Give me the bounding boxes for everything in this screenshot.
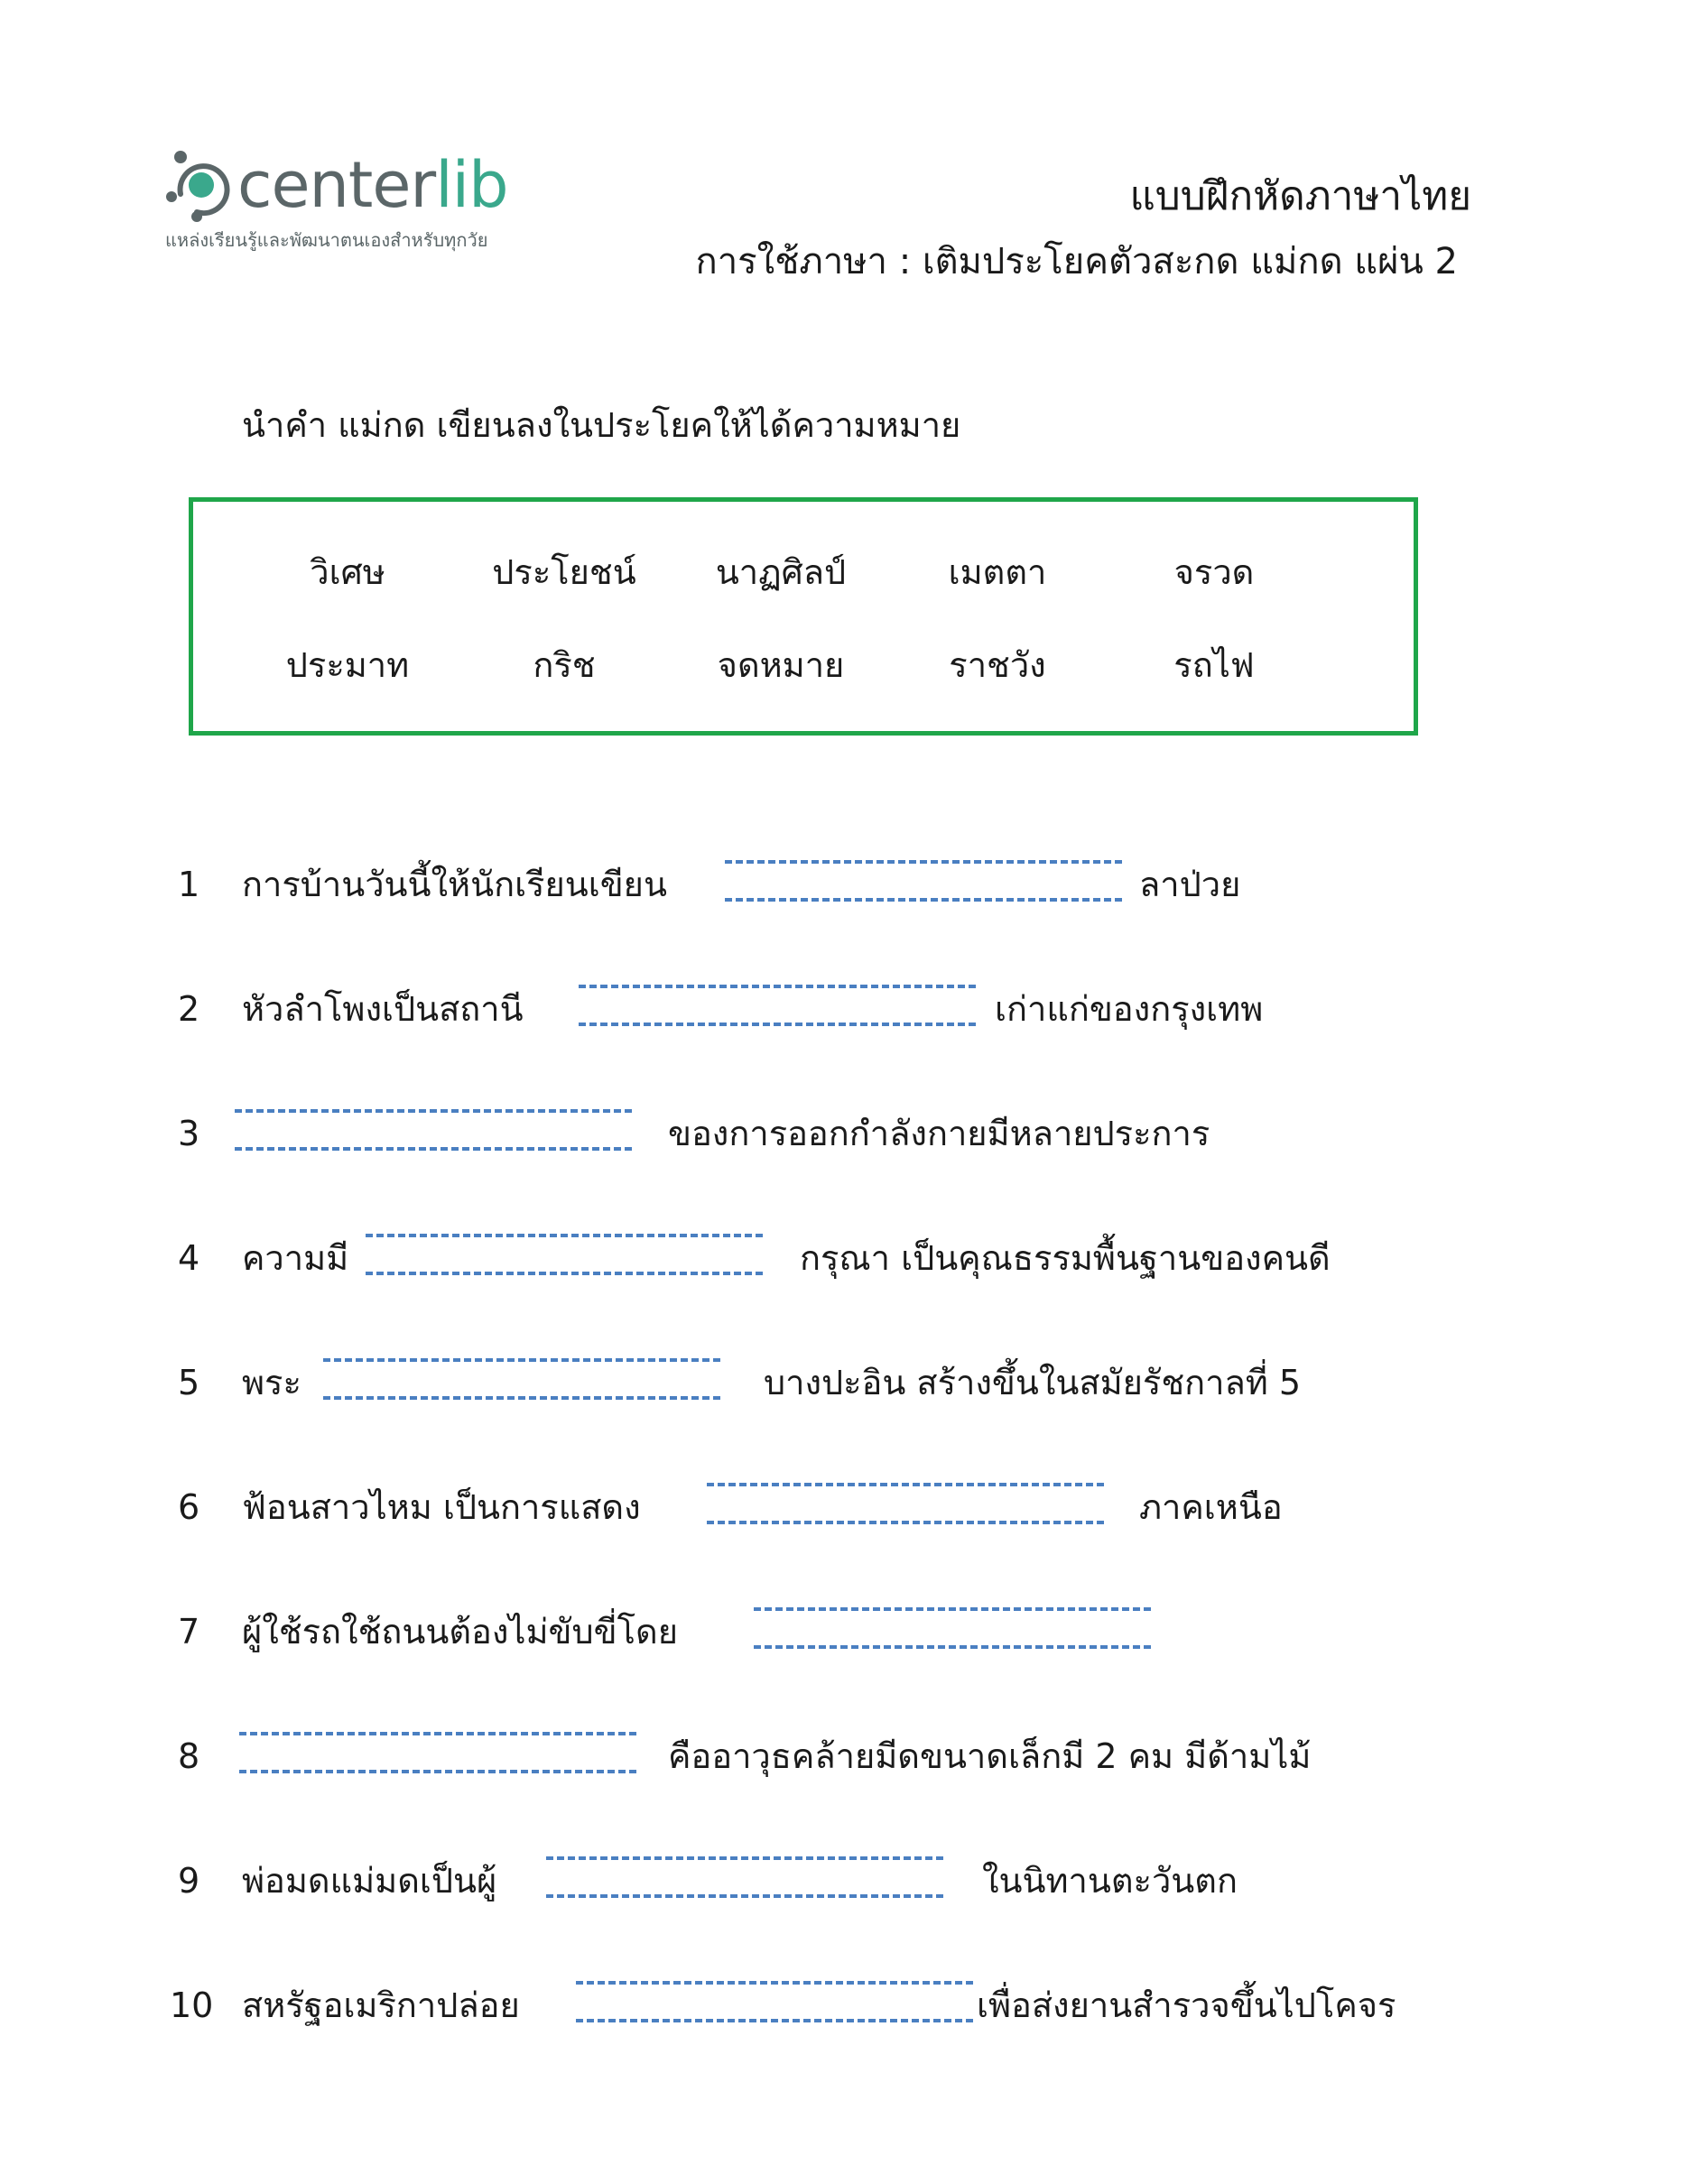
word-bank-box: [189, 497, 1418, 736]
logo-molecule-icon: [161, 144, 242, 226]
question-text-after: ลาป่วย: [1139, 865, 1241, 904]
word-bank-word: วิเศษ: [310, 552, 385, 592]
word-bank-word: จรวด: [1173, 552, 1255, 592]
word-bank-word: ราชวัง: [949, 645, 1046, 685]
question-text-after: ภาคเหนือ: [1139, 1487, 1283, 1527]
answer-blank[interactable]: [546, 1856, 943, 1898]
answer-blank[interactable]: [725, 860, 1122, 902]
question-number: 5: [178, 1363, 200, 1402]
question-text-before: ฟ้อนสาวไหม เป็นการแสดง: [242, 1487, 641, 1527]
answer-blank[interactable]: [235, 1109, 632, 1151]
question-text-after: ในนิทานตะวันตก: [982, 1861, 1238, 1901]
logo-wordmark: [237, 144, 508, 226]
question-text-before: หัวลำโพงเป็นสถานี: [242, 989, 524, 1029]
question-text-after: คืออาวุธคล้ายมีดขนาดเล็กมี 2 คม มีด้ามไม้: [668, 1736, 1312, 1776]
instruction-text: นำคำ แม่กด เขียนลงในประโยคให้ได้ความหมาย: [242, 405, 961, 445]
logo-tagline: แหล่งเรียนรู้และพัฒนาตนเองสำหรับทุกวัย: [165, 229, 488, 251]
question-text-after: ของการออกกำลังกายมีหลายประการ: [668, 1114, 1210, 1153]
question-text-after: บางปะอิน สร้างขึ้นในสมัยรัชกาลที่ 5: [764, 1363, 1302, 1402]
word-bank-word: ประโยชน์: [492, 552, 636, 592]
question-number: 3: [178, 1114, 200, 1153]
worksheet-title: แบบฝึกหัดภาษาไทย: [1129, 173, 1471, 219]
question-text-before: สหรัฐอเมริกาปล่อย: [242, 1985, 520, 2025]
answer-blank[interactable]: [366, 1234, 763, 1275]
word-bank-word: เมตตา: [948, 552, 1047, 592]
centerlib-logo: [161, 144, 540, 262]
word-bank-word: จดหมาย: [717, 645, 845, 685]
question-text-before: พระ: [242, 1363, 301, 1402]
question-text-before: ผู้ใช้รถใช้ถนนต้องไม่ขับขี่โดย: [242, 1612, 678, 1652]
word-bank-word: ประมาท: [285, 645, 410, 685]
question-text-after: กรุณา เป็นคุณธรรมพื้นฐานของคนดี: [800, 1238, 1331, 1278]
answer-blank[interactable]: [576, 1981, 973, 2022]
question-number: 8: [178, 1736, 200, 1776]
question-text-before: การบ้านวันนี้ให้นักเรียนเขียน: [242, 865, 667, 904]
question-text-after: เพื่อส่งยานสำรวจขึ้นไปโคจร: [977, 1985, 1396, 2025]
question-number: 1: [178, 865, 200, 904]
question-number: 6: [178, 1487, 200, 1527]
word-bank-word: กริช: [533, 645, 596, 685]
question-number: 7: [178, 1612, 200, 1652]
answer-blank[interactable]: [754, 1607, 1151, 1649]
answer-blank[interactable]: [239, 1732, 636, 1773]
answer-blank[interactable]: [707, 1483, 1104, 1524]
question-text-before: พ่อมดแม่มดเป็นผู้: [242, 1861, 497, 1901]
question-number: 10: [170, 1985, 214, 2025]
logo-word-center: center: [237, 148, 436, 222]
question-text-after: เก่าแก่ของกรุงเทพ: [995, 989, 1264, 1029]
answer-blank[interactable]: [323, 1358, 720, 1400]
word-bank-word: รถไฟ: [1173, 645, 1255, 685]
logo-word-lib: lib: [435, 148, 508, 222]
question-text-before: ความมี: [242, 1238, 349, 1278]
question-number: 2: [178, 989, 200, 1029]
answer-blank[interactable]: [579, 985, 976, 1026]
word-bank-word: นาฏศิลป์: [715, 552, 847, 592]
worksheet-subtitle: การใช้ภาษา : เติมประโยคตัวสะกด แม่กด แผ่น 2: [695, 241, 1458, 282]
question-number: 4: [178, 1238, 200, 1278]
question-number: 9: [178, 1861, 200, 1901]
